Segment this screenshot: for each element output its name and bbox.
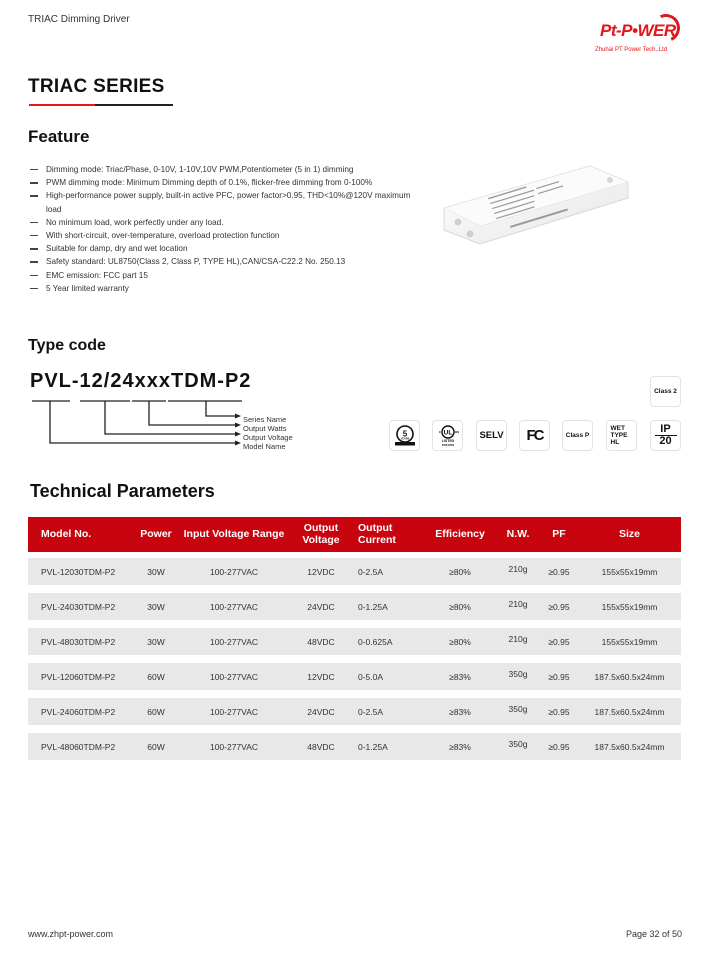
logo-subtitle: Zhuhai PT Power Tech.,Ltd	[595, 47, 668, 53]
class-p-label: Class P	[565, 432, 590, 439]
header-efficiency: Efficiency	[435, 527, 485, 540]
series-underline	[29, 104, 173, 106]
footer-website: www.zhpt-power.com	[28, 929, 114, 939]
cell-input-voltage: 100-277VAC	[209, 636, 259, 647]
header-size: Size	[618, 527, 640, 540]
cell-size: 155x55x19mm	[601, 636, 658, 647]
feature-item: No minimum load, work perfectly under any load.	[30, 216, 420, 229]
cell-size: 155x55x19mm	[601, 566, 658, 577]
cell-output-voltage: 12VDC	[307, 671, 335, 682]
header-model: Model No.	[41, 527, 92, 540]
feature-item: Safety standard: UL8750(Class 2, Class P, TYPE HL),CAN/CSA-C22.2 No. 250.13	[30, 255, 420, 268]
type-label-output-watts: Output Watts	[243, 424, 287, 433]
cell-pf: ≥0.95	[548, 566, 570, 577]
feature-item: EMC emission: FCC part 15	[30, 269, 420, 282]
selv-label: SELV	[479, 430, 504, 441]
feature-item: 5 Year limited warranty	[30, 282, 420, 295]
feature-item: Suitable for damp, dry and wet location	[30, 242, 420, 255]
svg-text:YEARS: YEARS	[400, 437, 409, 440]
svg-text:LISTED: LISTED	[441, 438, 454, 443]
cell-efficiency: ≥80%	[449, 636, 471, 647]
cell-output-current: 0-1.25A	[358, 601, 388, 612]
cell-power: 30W	[147, 601, 165, 612]
cell-pf: ≥0.95	[548, 741, 570, 752]
class-2-label: Class 2	[654, 388, 677, 395]
technical-parameters-table	[28, 517, 681, 760]
wet-type-hl-label: WET TYPE HL	[610, 425, 628, 446]
table-row	[28, 593, 681, 620]
cell-output-voltage: 24VDC	[307, 601, 335, 612]
cell-output-voltage: 12VDC	[307, 566, 335, 577]
cell-input-voltage: 100-277VAC	[209, 741, 259, 752]
header-input-voltage: Input Voltage Range	[183, 527, 285, 540]
fcc-icon	[519, 420, 550, 451]
ip20-icon	[650, 420, 681, 451]
cell-power: 30W	[147, 636, 165, 647]
cell-output-current: 0-1.25A	[358, 741, 388, 752]
type-label-series-name: Series Name	[243, 415, 287, 424]
cell-model: PVL-12030TDM-P2	[41, 566, 116, 577]
cell-net-weight: 210g	[508, 563, 528, 574]
cell-size: 187.5x60.5x24mm	[594, 671, 665, 682]
cell-net-weight: 350g	[508, 703, 528, 714]
type-code-value: PVL-12/24xxxTDM-P2	[30, 370, 252, 392]
cell-efficiency: ≥83%	[449, 671, 471, 682]
cell-efficiency: ≥83%	[449, 741, 471, 752]
table-row	[28, 698, 681, 725]
type-code-heading: Type code	[28, 337, 106, 354]
cell-efficiency: ≥83%	[449, 706, 471, 717]
cell-efficiency: ≥80%	[449, 601, 471, 612]
product-image	[440, 160, 630, 250]
cell-pf: ≥0.95	[548, 706, 570, 717]
cell-net-weight: 210g	[508, 598, 528, 609]
feature-item: With short-circuit, over-temperature, overload protection function	[30, 229, 420, 242]
cell-output-current: 0-5.0A	[358, 671, 384, 682]
table-row	[28, 733, 681, 760]
ip-rating-label: 20	[659, 435, 672, 448]
cell-output-current: 0-0.625A	[358, 636, 393, 647]
feature-item: Dimming mode: Triac/Phase, 0-10V, 1-10V,10V PWM,Potentiometer (5 in 1) dimming	[30, 163, 420, 176]
series-title: TRIAC SERIES	[28, 76, 165, 97]
table-row	[28, 558, 681, 585]
svg-text:us: us	[454, 429, 459, 434]
cell-size: 187.5x60.5x24mm	[594, 706, 665, 717]
table-row	[28, 628, 681, 655]
svg-text:E531059: E531059	[441, 442, 454, 447]
cell-model: PVL-24030TDM-P2	[41, 601, 116, 612]
warranty-5-years-icon	[389, 420, 420, 451]
feature-list	[30, 163, 420, 295]
feature-item: PWM dimming mode: Minimum Dimming depth of 0.1%, flicker-free dimming from 0-100%	[30, 176, 420, 189]
feature-item: High-performance power supply, built-in active PFC, power factor>0.95, THD<10%@120V maximum load	[30, 189, 420, 215]
header-net-weight: N.W.	[506, 527, 530, 540]
technical-parameters-heading: Technical Parameters	[30, 481, 215, 501]
series-underline-accent	[29, 104, 95, 106]
svg-text:5: 5	[402, 429, 407, 438]
cell-input-voltage: 100-277VAC	[209, 566, 259, 577]
cell-net-weight: 350g	[508, 668, 528, 679]
cell-output-current: 0-2.5A	[358, 706, 384, 717]
cell-model: PVL-48060TDM-P2	[41, 741, 116, 752]
cell-net-weight: 350g	[508, 738, 528, 749]
header-output-voltage: Output Voltage	[302, 522, 340, 546]
cell-power: 60W	[147, 741, 165, 752]
cell-input-voltage: 100-277VAC	[209, 706, 259, 717]
cell-power: 60W	[147, 706, 165, 717]
cell-model: PVL-48030TDM-P2	[41, 636, 116, 647]
header-output-current: Output Current	[358, 522, 396, 546]
class-p-icon	[562, 420, 593, 451]
table-body	[28, 558, 681, 760]
cell-input-voltage: 100-277VAC	[209, 601, 259, 612]
cell-efficiency: ≥80%	[449, 566, 471, 577]
cell-model: PVL-24060TDM-P2	[41, 706, 116, 717]
ul-listed-icon	[432, 420, 463, 451]
ip-label: IP	[660, 422, 671, 435]
company-logo	[594, 14, 684, 58]
svg-text:c: c	[438, 429, 441, 434]
logo-wordmark: Pt-P•WER	[600, 21, 676, 40]
cell-output-current: 0-2.5A	[358, 566, 384, 577]
type-label-output-voltage: Output Voltage	[243, 433, 293, 442]
selv-icon	[476, 420, 507, 451]
cell-input-voltage: 100-277VAC	[209, 671, 259, 682]
cell-output-voltage: 24VDC	[307, 706, 335, 717]
feature-heading: Feature	[28, 127, 90, 146]
document-header-title: TRIAC Dimming Driver	[28, 14, 130, 25]
cell-size: 155x55x19mm	[601, 601, 658, 612]
cell-size: 187.5x60.5x24mm	[594, 741, 665, 752]
cell-output-voltage: 48VDC	[307, 636, 335, 647]
header-pf: PF	[552, 527, 566, 540]
cell-pf: ≥0.95	[548, 601, 570, 612]
class-2-badge	[650, 376, 681, 407]
table-row	[28, 663, 681, 690]
wet-type-hl-icon	[606, 420, 637, 451]
cell-power: 60W	[147, 671, 165, 682]
cell-net-weight: 210g	[508, 633, 528, 644]
fcc-label: FC	[526, 427, 543, 444]
cell-pf: ≥0.95	[548, 671, 570, 682]
svg-text:UL: UL	[443, 429, 452, 436]
table-header	[28, 517, 681, 552]
cell-model: PVL-12060TDM-P2	[41, 671, 116, 682]
type-label-model-name: Model Name	[243, 442, 286, 451]
footer-page-number: Page 32 of 50	[625, 929, 682, 939]
cell-power: 30W	[147, 566, 165, 577]
header-power: Power	[140, 527, 172, 540]
cell-pf: ≥0.95	[548, 636, 570, 647]
cell-output-voltage: 48VDC	[307, 741, 335, 752]
